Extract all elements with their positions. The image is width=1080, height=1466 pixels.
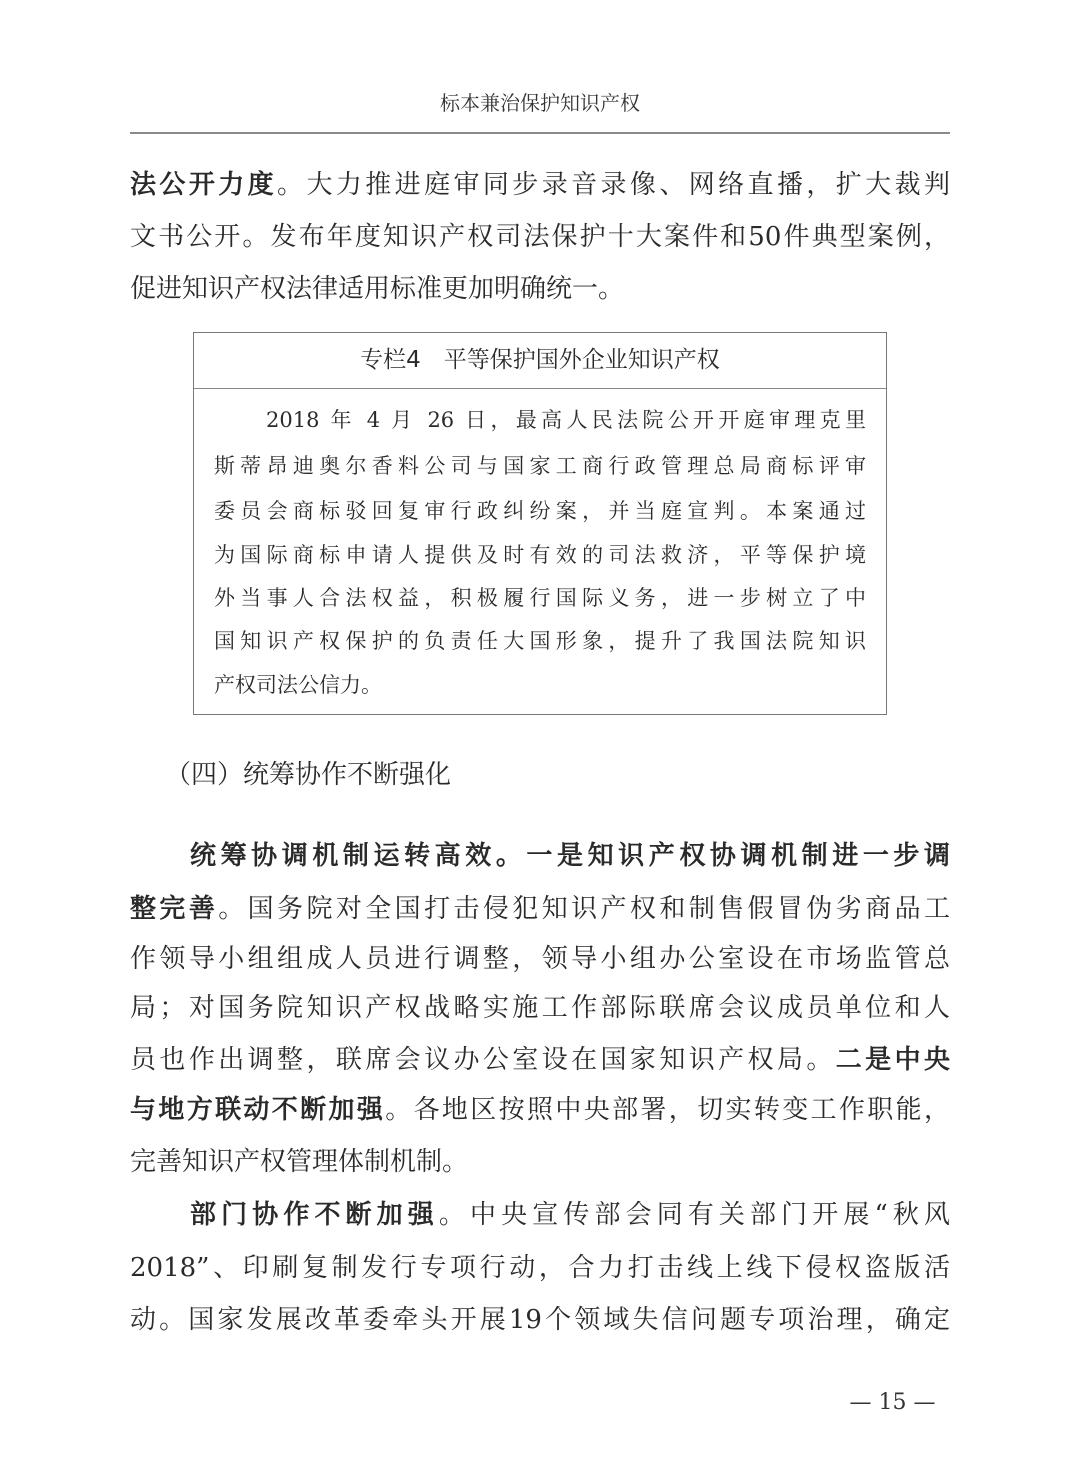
dept-line-2 <box>130 1248 950 1288</box>
line-text: 局；对国务院知识产权战略实施工作部际联席会议成员单位和人 <box>130 993 950 1023</box>
line-text: 。中央宣传部会同有关部门开展“秋风 <box>438 1200 950 1230</box>
dept-line-3 <box>130 1300 950 1340</box>
coord-line-6 <box>130 1090 950 1130</box>
line-text: 完善知识产权管理体制机制。 <box>130 1147 469 1177</box>
line-text: 。国务院对全国打击侵犯知识产权和制售假冒伪劣商品工 <box>218 894 950 924</box>
bold-phrase: 整完善 <box>130 894 219 924</box>
box-line: 为国际商标申请人提供及时有效的司法救济，平等保护境 <box>214 543 866 567</box>
line-text: 员也作出调整，联席会议办公室设在国家知识产权局。 <box>130 1045 836 1075</box>
intro-line-3 <box>130 269 950 309</box>
header-rule <box>130 132 950 134</box>
sidebar-box-title: 专栏4 平等保护国外企业知识产权 <box>360 347 720 373</box>
bold-phrase: 部门协作不断加强 <box>190 1200 439 1230</box>
bold-phrase: 统筹协调机制运转高效。一是知识产权协调机制进一步调 <box>190 841 950 871</box>
line-text: 2018”、印刷复制发行专项行动，合力打击线上线下侵权盗版活 <box>130 1253 950 1283</box>
line-text: 作领导小组组成人员进行调整，领导小组办公室设在市场监管总 <box>130 944 950 974</box>
coord-line-2 <box>130 889 950 929</box>
box-line: 委员会商标驳回复审行政纠纷案，并当庭宣判。本案通过 <box>214 499 866 523</box>
sidebar-box <box>193 332 887 715</box>
line-text: 。各地区按照中央部署，切实转变工作职能， <box>385 1095 950 1125</box>
box-line: 外当事人合法权益，积极履行国际义务，进一步树立了中 <box>214 586 866 610</box>
intro-line-2 <box>130 217 950 257</box>
bold-phrase: 法公开力度 <box>130 170 278 200</box>
coord-line-1 <box>190 836 950 876</box>
coord-line-4 <box>130 988 950 1028</box>
dept-line-1 <box>190 1195 950 1235</box>
box-line: 国知识产权保护的负责任大国形象，提升了我国法院知识 <box>214 629 866 653</box>
box-line: 斯蒂昂迪奥尔香料公司与国家工商行政管理总局商标评审 <box>214 454 866 478</box>
line-text: 促进知识产权法律适用标准更加明确统一。 <box>130 274 625 304</box>
box-line: 2018 年 4 月 26 日，最高人民法院公开开庭审理克里 <box>266 408 866 432</box>
sidebar-box-divider <box>194 388 886 389</box>
bold-phrase: 二是中央 <box>835 1045 950 1075</box>
line-text: 文书公开。发布年度知识产权司法保护十大案件和50件典型案例， <box>130 222 950 252</box>
coord-line-5 <box>130 1040 950 1080</box>
running-header: 标本兼治保护知识产权 <box>440 91 640 115</box>
coord-line-3 <box>130 939 950 979</box>
coord-line-7 <box>130 1142 950 1182</box>
page-number: — 15 — <box>849 1390 936 1415</box>
intro-line-1 <box>130 165 950 205</box>
bold-phrase: 与地方联动不断加强 <box>130 1095 386 1125</box>
line-text: 。大力推进庭审同步录音录像、网络直播，扩大裁判 <box>277 170 950 200</box>
box-line: 产权司法公信力。 <box>214 673 382 697</box>
section-heading: （四）统筹协作不断强化 <box>165 760 452 790</box>
line-text: 动。国家发展改革委牵头开展19个领域失信问题专项治理，确定 <box>130 1305 950 1335</box>
